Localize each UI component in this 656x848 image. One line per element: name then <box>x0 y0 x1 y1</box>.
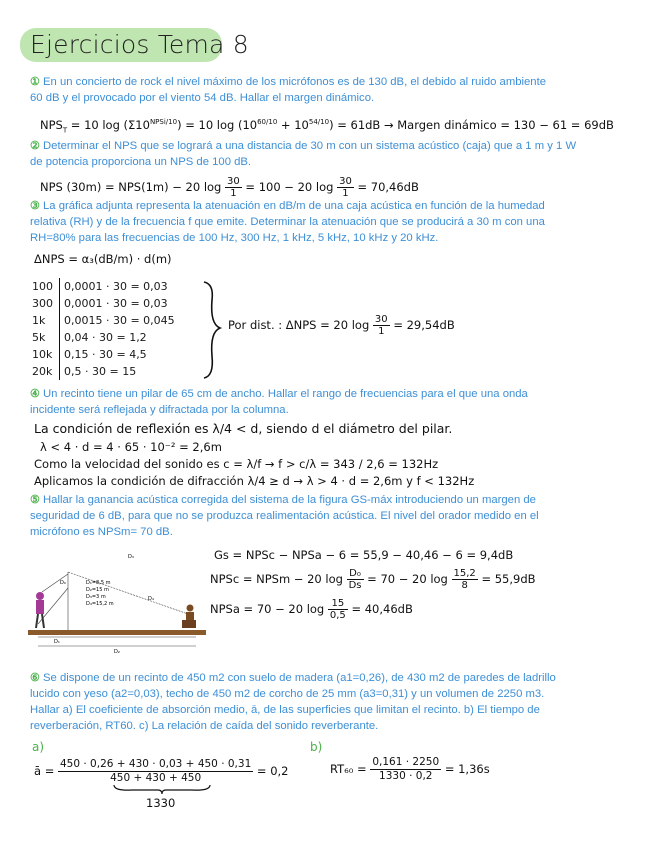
svg-text:D₀: D₀ <box>60 580 66 586</box>
problem-1-solution: $NPS_T = 10$ $\log (\Sigma 10^{NPSi/10}) = 10$ $\log (10^{60/10} + 10^{54/10}) = 61dB$ → Margen dinámico = 130 − 61 = 69dB <box>40 118 614 135</box>
part-b-label: b) <box>310 740 323 754</box>
svg-text:D₄: D₄ <box>148 596 154 602</box>
listener-person-icon <box>182 605 196 629</box>
npsc-equation: NPSc = NPSm − 20 log $\frac{\text{D₀}}{Ds}$ = 70 − 20 log $\frac{15,2}{8}$ = 55,9dB <box>210 568 536 591</box>
table-row: 100 0,0001 · 30 = 0,03 <box>28 278 179 295</box>
table-row: 20k 0,5 · 30 = 15 <box>28 363 179 380</box>
npsa-equation: NPSa = 70 − 20 log $\frac{15}{0,5}$ = 40,46dB <box>210 598 413 621</box>
problem-4-line-2: λ < 4 · d = 4 · 65 · 10⁻² = 2,6m <box>40 440 222 454</box>
problem-3-number: ③ <box>30 200 40 212</box>
right-brace-icon <box>198 280 228 380</box>
table-row: 300 0,0001 · 30 = 0,03 <box>28 295 179 312</box>
problem-4-line-4: Aplicamos la condición de difracción λ/4 ≥ d → λ > 4 · d = 2,6m y f < 132Hz <box>34 474 475 488</box>
gs-max-figure <box>28 544 206 656</box>
problem-2-number: ② <box>30 140 40 152</box>
floor <box>28 630 206 635</box>
svg-text:D₁=8,5 m: D₁=8,5 m <box>86 580 111 586</box>
problem-5-number: ⑤ <box>30 494 40 506</box>
part-b-equation: RT₆₀ = $\frac{0,161 \cdot 2250}{1330 \cdot 0,2}$ = 1,36s <box>330 756 490 782</box>
problem-2-statement: ② Determinar el NPS que se logrará a una distancia de 30 m con un sistema acústico (caja) que a 1 m y 1 W de potencia proporciona un NPS de 100 dB. <box>30 140 577 168</box>
svg-text:D₃: D₃ <box>128 554 134 560</box>
svg-text:D₄=15,2 m: D₄=15,2 m <box>86 601 114 607</box>
problem-5-statement: ⑤ Hallar la ganancia acústica corregida del sistema de la figura GS-máx introduciendo un margen de seguridad de 6 dB, para que no se produzca realimentación acústica. El nivel del orador medido en el micrófono es NPSm= 70 dB. <box>30 494 539 538</box>
area-sum: 1330 <box>146 796 176 810</box>
table-row: 10k 0,15 · 30 = 4,5 <box>28 346 179 363</box>
problem-3-formula: ΔNPS = α₃(dB/m) · d(m) <box>34 252 172 266</box>
problem-4-line-3: Como la velocidad del sonido es c = λ/f → f > c/λ = 343 / 2,6 = 132Hz <box>34 457 439 471</box>
problem-1-number: ① <box>30 76 40 88</box>
problem-2-solution: NPS (30m) = NPS(1m) − 20 log $\frac{30}{1}$ = 100 − 20 log $\frac{30}{1}$ = 70,46dB <box>40 176 419 199</box>
gs-equation: Gs = NPSc − NPSa − 6 = 55,9 − 40,46 − 6 = 9,4dB <box>214 548 514 562</box>
problem-6-statement: ⑥ Se dispone de un recinto de 450 m2 con suelo de madera (a1=0,26), de 430 m2 de paredes de ladrillo lucido con yeso (a2=0,03), techo de 450 m2 de corcho de 25 mm (a3=0,31) y un volumen de 2250 m3. Hallar a) El coeficiente de absorción medio, ā, de las superficies que limitan el recinto. b) El tiempo de reverberación, RT60. c) La relación de caída del sonido reverberante. <box>30 672 556 732</box>
problem-4-line-1: La condición de reflexión es λ/4 < d, siendo d el diámetro del pilar. <box>34 421 453 436</box>
svg-text:D₃=3 m: D₃=3 m <box>86 594 106 600</box>
problem-4-statement: ④ Un recinto tiene un pilar de 65 cm de ancho. Hallar el rango de frecuencias para el que una onda incidente será reflejada y difractada por la columna. <box>30 388 528 416</box>
table-row: 1k 0,0015 · 30 = 0,045 <box>28 312 179 329</box>
svg-text:D₂: D₂ <box>114 649 120 655</box>
problem-1-statement: ① En un concierto de rock el nivel máximo de los micrófonos es de 130 dB, el debido al ruido ambiente 60 dB y el provocado por el viento 54 dB. Hallar el margen dinámico. <box>30 76 547 104</box>
part-a-label: a) <box>32 740 45 754</box>
problem-6-number: ⑥ <box>30 672 40 684</box>
page-title: Ejercicios Tema 8 <box>30 30 249 59</box>
distance-attenuation: Por dist. : ΔNPS = 20 log $\frac{30}{1}$ = 29,54dB <box>228 314 455 337</box>
svg-text:D₁: D₁ <box>54 639 60 645</box>
part-a-equation: ā = $\frac{450 \cdot 0,26 + 430 \cdot 0,03 + 450 \cdot 0,31}{450 + 430 + 450}$ = 0,2 <box>34 758 289 784</box>
attenuation-table <box>28 278 179 380</box>
problem-3-statement: ③ La gráfica adjunta representa la atenuación en dB/m de una caja acústica en función de la humedad relativa (RH) y de la frecuencia f que emite. Determinar la atenuación que se producirá a 30 m con una RH=80% para las frecuencias de 100 Hz, 300 Hz, 1 kHz, 5 kHz, 10 kHz y 20 kHz. <box>30 200 545 244</box>
table-row: 5k 0,04 · 30 = 1,2 <box>28 329 179 346</box>
problem-4-number: ④ <box>30 388 40 400</box>
under-brace-icon <box>112 783 212 795</box>
speaker-person-icon <box>36 592 44 628</box>
svg-text:D₂=15 m: D₂=15 m <box>86 587 109 593</box>
